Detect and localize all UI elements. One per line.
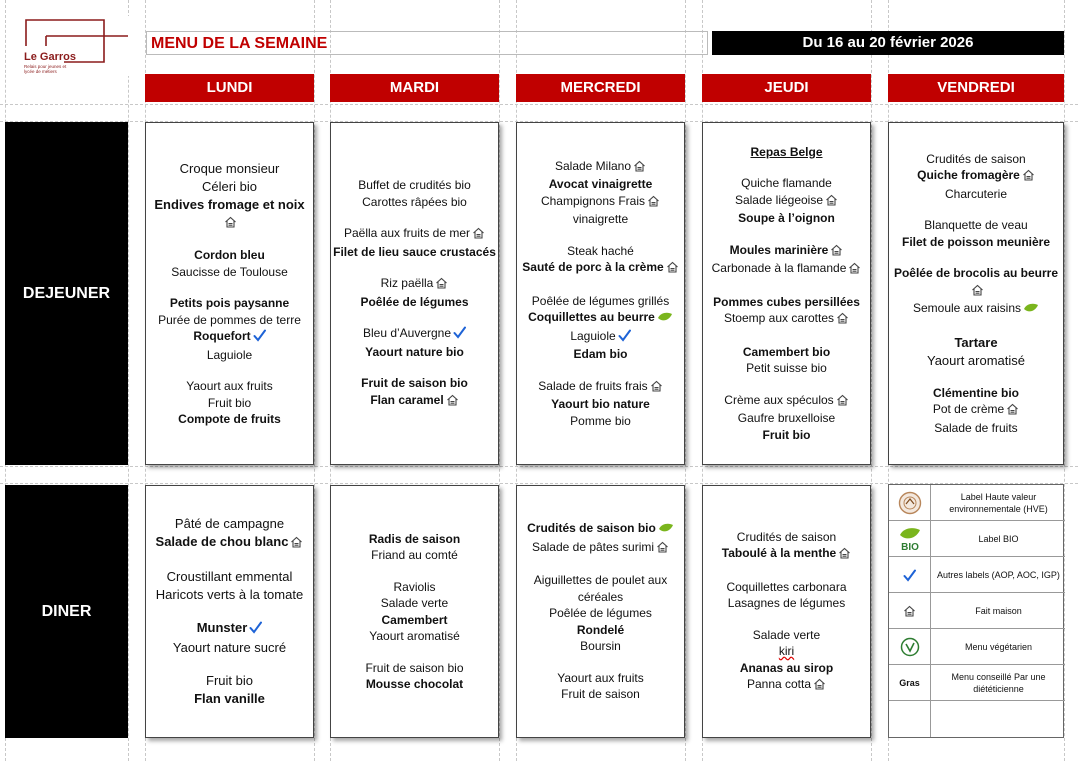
menu-item	[175, 515, 284, 533]
menu-item	[741, 175, 832, 192]
menu-item-text: Roquefort	[193, 329, 251, 343]
menu-item	[156, 586, 303, 604]
menu-item	[713, 294, 860, 311]
house-icon	[836, 312, 849, 329]
menu-item-text: Yaourt nature bio	[365, 344, 464, 359]
menu-item-text: Flan caramel	[370, 392, 444, 407]
menu-item-text: Rondelé	[576, 622, 625, 637]
menu-item	[206, 672, 253, 690]
logo-subtitle: Relais pour jeunes et lycée de métiers	[24, 64, 67, 74]
menu-item	[194, 247, 265, 264]
meal-label-dinner: DINER	[5, 485, 128, 738]
menu-item-text: céréales	[577, 589, 624, 604]
menu-item-text: Semoule aux raisins	[912, 301, 1022, 316]
menu-item	[735, 192, 838, 211]
menu-item	[532, 293, 669, 310]
meal-label-lunch: DEJEUNER	[5, 122, 128, 465]
menu-cell-lunch-lundi	[145, 122, 314, 465]
menu-item-text: Poêlée de légumes grillés	[531, 293, 670, 308]
menu-item-text: Crudités de saison bio	[527, 521, 656, 536]
menu-item-text: Taboulé à la menthe	[721, 546, 837, 560]
house-icon	[656, 541, 669, 558]
menu-item	[894, 265, 1058, 282]
legend-row	[889, 593, 1065, 629]
menu-item-text: Quiche flamande	[741, 176, 832, 191]
house-icon	[435, 277, 448, 294]
menu-item	[344, 225, 485, 244]
menu-item	[154, 196, 304, 214]
menu-item-text: Haricots verts à la tomate	[155, 587, 304, 602]
legend-row	[889, 701, 1065, 737]
day-header-lundi: LUNDI	[145, 74, 314, 102]
house-icon	[825, 194, 838, 211]
menu-item	[156, 533, 304, 553]
menu-item	[743, 344, 830, 361]
menu-item	[361, 375, 468, 392]
menu-cell-dinner-mardi	[330, 485, 499, 738]
menu-item-text: Coquillettes au beurre	[528, 310, 655, 325]
house-icon	[290, 535, 303, 553]
menu-item-text: Petits pois paysanne	[169, 296, 290, 310]
legend	[888, 484, 1064, 738]
menu-item-text: Fruit de saison bio	[365, 660, 464, 675]
bio-label-icon	[889, 521, 931, 557]
menu-item-text: Poêlée de légumes	[360, 294, 469, 309]
menu-item-text: Céleri bio	[202, 178, 257, 194]
menu-cell-dinner-mercredi	[516, 485, 685, 738]
menu-item-text: Poêlée de brocolis au beurre	[893, 266, 1059, 281]
menu-item-text: Poêlée de légumes	[549, 606, 652, 621]
menu-item-text: vinaigrette	[572, 212, 629, 227]
menu-item-text: Sauté de porc à la crème	[522, 260, 664, 275]
menu-item	[527, 520, 674, 539]
hve-icon	[889, 485, 931, 521]
menu-item-text: Camembert	[381, 612, 448, 627]
bio-leaf-icon	[657, 311, 673, 328]
menu-item-text: Fruit de saison bio	[361, 376, 468, 390]
menu-item	[570, 328, 630, 347]
menu-item-text: Munster	[196, 620, 248, 635]
menu-item-text: Pommes cubes persillées	[713, 294, 860, 309]
menu-item	[945, 186, 1007, 203]
menu-item-text: Paëlla aux fruits de mer	[343, 226, 471, 240]
menu-item-text: Fruit bio	[206, 673, 253, 688]
menu-item-text: Fruit de saison	[561, 687, 640, 702]
menu-item	[197, 619, 263, 639]
gridline	[128, 0, 129, 761]
legend-row	[889, 629, 1065, 665]
menu-item-text: Croustillant emmental	[166, 569, 293, 584]
menu-item	[370, 392, 458, 411]
legend-icon-empty	[889, 701, 931, 737]
menu-item-text: Flan vanille	[194, 691, 265, 706]
menu-item	[567, 243, 634, 260]
menu-item	[737, 529, 836, 546]
house-icon	[472, 227, 485, 244]
menu-item-text: Steak haché	[567, 243, 634, 258]
bio-leaf-icon	[658, 522, 674, 539]
menu-item-text: Salade de chou blanc	[155, 534, 289, 549]
menu-item	[578, 589, 623, 606]
menu-item-text: Riz paëlla	[380, 276, 434, 290]
logo-name: Le Garros	[24, 51, 76, 63]
menu-item-text: Yaourt aromatisé	[369, 629, 460, 643]
menu-item-text: Radis de saison	[368, 531, 461, 546]
day-header-vendredi: VENDREDI	[888, 74, 1064, 102]
day-header-mardi: MARDI	[330, 74, 499, 102]
menu-item-text: Champignons Frais	[540, 193, 646, 208]
menu-item-text: Crudités de saison	[736, 529, 837, 544]
menu-item	[358, 177, 471, 194]
menu-cell-lunch-vendredi	[888, 122, 1064, 465]
menu-item-text: Yaourt bio nature	[551, 397, 650, 412]
menu-item-text: Camembert bio	[742, 344, 831, 359]
menu-item	[194, 690, 265, 708]
menu-item	[202, 178, 257, 196]
menu-item-text: Moules marinière	[729, 242, 829, 257]
menu-item-text: Petit suisse bio	[746, 361, 827, 376]
legend-text: Label BIO	[978, 534, 1019, 544]
menu-item-text: Friand au comté	[371, 548, 458, 562]
menu-item-text: kiri	[778, 644, 795, 658]
house-icon	[830, 244, 843, 261]
menu-item	[538, 378, 662, 397]
menu-item	[208, 395, 251, 412]
menu-item-text: Pot de crème	[932, 402, 1005, 417]
menu-item	[365, 660, 463, 677]
menu-item-text: Filet de lieu sauce crustacés	[333, 244, 496, 259]
menu-item	[369, 628, 460, 645]
menu-item	[549, 176, 653, 193]
menu-item-text: Salade de fruits frais	[538, 378, 648, 393]
menu-item	[557, 670, 643, 687]
menu-item	[528, 309, 673, 328]
menu-cell-dinner-jeudi	[702, 485, 871, 738]
day-header-mercredi: MERCREDI	[516, 74, 685, 102]
menu-item	[753, 627, 820, 644]
menu-item-text: Blanquette de veau	[924, 218, 1028, 233]
menu-item-text: Endives fromage et noix	[154, 196, 305, 212]
menu-item	[577, 622, 624, 639]
menu-item	[541, 193, 660, 212]
menu-item	[724, 392, 848, 411]
menu-item	[551, 396, 650, 413]
menu-item-text: Boursin	[580, 639, 621, 654]
menu-item	[740, 660, 833, 677]
menu-item	[580, 638, 621, 655]
legend-text: Fait maison	[975, 606, 1022, 616]
title-box	[146, 31, 708, 55]
menu-item-text: Charcuterie	[944, 186, 1008, 201]
legend-row	[889, 485, 1065, 521]
menu-item	[724, 310, 849, 329]
menu-item	[170, 295, 289, 312]
legend-text: Autres labels (AOP, AOC, IGP)	[937, 570, 1060, 580]
menu-item-text: Clémentine bio	[932, 385, 1019, 400]
menu-item	[207, 347, 252, 364]
menu-item	[186, 378, 272, 395]
gridline	[871, 0, 872, 761]
menu-item-text: Laguiole	[570, 328, 616, 343]
gras-text: Gras	[889, 665, 931, 701]
check-icon	[618, 329, 631, 347]
menu-item	[902, 234, 1050, 251]
menu-item-text: Salade Milano	[554, 158, 632, 173]
menu-item-text: Pomme bio	[570, 413, 631, 428]
menu-item-text: Salade verte	[380, 596, 449, 610]
legend-text	[932, 701, 1065, 737]
menu-item-text: Coquillettes carbonara	[726, 579, 847, 594]
menu-item	[969, 282, 984, 301]
menu-item-text: Salade de fruits	[934, 420, 1018, 435]
house-icon	[889, 593, 931, 629]
house-icon	[813, 678, 826, 695]
menu-item	[712, 260, 862, 279]
legend-text: Label Haute valeur environnementale (HVE)	[949, 492, 1048, 514]
menu-item	[366, 676, 463, 693]
menu-item	[917, 167, 1035, 186]
house-icon	[971, 284, 984, 301]
menu-item	[927, 352, 1025, 370]
vegetarian-icon	[889, 629, 931, 665]
menu-cell-lunch-mercredi	[516, 122, 685, 465]
menu-item	[933, 385, 1019, 402]
menu-item	[924, 217, 1027, 234]
menu-item	[779, 643, 794, 660]
menu-item-text: Salade verte	[752, 627, 821, 642]
menu-item	[726, 579, 846, 596]
menu-item	[171, 264, 288, 281]
menu-item	[381, 612, 447, 629]
menu-item	[173, 639, 286, 657]
menu-item	[926, 151, 1025, 168]
menu-item	[167, 568, 293, 586]
menu-item-text: Filet de poisson meunière	[901, 234, 1051, 249]
menu-item	[393, 579, 435, 596]
menu-item	[381, 595, 448, 612]
menu-item	[747, 676, 826, 695]
menu-item	[934, 420, 1017, 437]
menu-item	[738, 410, 835, 427]
menu-item	[180, 160, 280, 178]
menu-item	[730, 242, 844, 261]
menu-item	[365, 344, 464, 361]
menu-item	[158, 312, 301, 329]
menu-item-text: Stoemp aux carottes	[723, 311, 835, 326]
legend-row	[889, 557, 1065, 593]
gridline	[499, 0, 500, 761]
house-icon	[647, 195, 660, 212]
menu-item	[222, 214, 237, 233]
menu-item	[746, 360, 827, 377]
menu-item-text: Croque monsieur	[179, 160, 280, 176]
menu-item-text: Avocat vinaigrette	[548, 177, 653, 192]
menu-item	[381, 275, 449, 294]
menu-item	[750, 144, 822, 161]
house-icon	[836, 394, 849, 411]
house-icon	[633, 160, 646, 177]
gridline	[685, 0, 686, 761]
menu-item-text: Repas Belge	[750, 144, 823, 159]
menu-item-text: Laguiole	[206, 347, 253, 362]
menu-cell-lunch-jeudi	[702, 122, 871, 465]
menu-item	[534, 572, 667, 589]
menu-item	[561, 686, 640, 703]
menu-item	[360, 294, 468, 311]
menu-item-text: Ananas au sirop	[739, 660, 834, 675]
menu-item	[933, 401, 1019, 420]
menu-item-text: Gaufre bruxelloise	[737, 411, 836, 426]
menu-cell-lunch-mardi	[330, 122, 499, 465]
menu-item-text: Cordon bleu	[194, 248, 265, 262]
menu-item-text: Salade liégeoise	[734, 192, 824, 207]
menu-item	[522, 259, 678, 278]
page-title: MENU DE LA SEMAINE	[151, 35, 328, 52]
menu-item-text: Carottes râpées bio	[362, 194, 467, 209]
menu-item	[573, 211, 628, 228]
menu-item	[555, 158, 646, 177]
check-icon	[253, 329, 266, 347]
house-icon	[666, 261, 679, 278]
logo	[16, 16, 130, 76]
date-range: Du 16 au 20 février 2026	[712, 31, 1064, 55]
menu-item	[532, 539, 669, 558]
menu-item	[913, 300, 1039, 319]
house-icon	[446, 394, 459, 411]
menu-item	[333, 244, 496, 261]
menu-item-text: Buffet de crudités bio	[358, 178, 471, 192]
menu-item	[371, 547, 458, 564]
house-icon	[1022, 169, 1035, 186]
menu-item-text: Lasagnes de légumes	[727, 596, 846, 610]
menu-item-text: Purée de pommes de terre	[158, 312, 301, 327]
legend-text: Menu végétarien	[964, 642, 1033, 652]
menu-item-text: Edam bio	[573, 347, 628, 362]
menu-item-text: Crudités de saison	[926, 151, 1026, 166]
menu-item-text: Crème aux spéculos	[724, 392, 834, 407]
bio-leaf-icon	[1023, 302, 1039, 319]
gridline	[314, 0, 315, 761]
house-icon	[650, 380, 663, 397]
menu-item-text: Raviolis	[393, 579, 436, 594]
menu-item-text: Quiche fromagère	[917, 168, 1020, 183]
menu-item-text: Yaourt aux fruits	[557, 670, 644, 685]
menu-item-text: Yaourt nature sucré	[172, 640, 287, 655]
legend-text: Menu conseillé Par une diététicienne	[951, 672, 1046, 694]
day-header-jeudi: JEUDI	[702, 74, 871, 102]
menu-item	[763, 427, 811, 444]
menu-item-text: Saucisse de Toulouse	[171, 264, 288, 279]
menu-item	[573, 346, 627, 363]
menu-item-text: Aiguillettes de poulet aux	[533, 573, 668, 588]
menu-item-text: Fruit bio	[762, 427, 811, 442]
menu-item-text: Tartare	[954, 334, 998, 350]
house-icon	[1006, 403, 1019, 420]
house-icon	[224, 216, 237, 233]
menu-item	[178, 411, 281, 428]
menu-item-text: Yaourt aromatisé	[926, 352, 1026, 368]
menu-cell-dinner-lundi	[145, 485, 314, 738]
legend-row	[889, 521, 1065, 557]
check-icon	[249, 621, 262, 639]
menu-item	[722, 545, 851, 564]
menu-item	[363, 325, 466, 344]
menu-item-text: Panna cotta	[746, 677, 812, 691]
gridline	[0, 104, 1078, 105]
menu-item	[570, 413, 631, 430]
menu-item-text: Mousse chocolat	[365, 677, 464, 691]
menu-item-text: Bleu d’Auvergne	[362, 326, 452, 340]
menu-item-text: Soupe à l’oignon	[738, 211, 835, 226]
house-icon	[848, 262, 861, 279]
house-icon	[838, 547, 851, 564]
legend-row	[889, 665, 1065, 701]
menu-item-text: Compote de fruits	[178, 412, 281, 426]
menu-item	[728, 595, 845, 612]
menu-item	[954, 334, 997, 352]
menu-item-text: Carbonade à la flamande	[711, 261, 847, 276]
menu-item	[369, 531, 460, 548]
menu-item-text: Pâté de campagne	[174, 516, 285, 531]
menu-item-text: Yaourt aux fruits	[186, 379, 273, 393]
check-icon	[889, 557, 931, 593]
menu-item	[549, 605, 652, 622]
menu-item	[362, 194, 467, 211]
menu-item	[193, 328, 265, 347]
menu-item-text: Fruit bio	[207, 395, 252, 410]
svg-text:BIO: BIO	[900, 542, 919, 552]
menu-item-text: Salade de pâtes surimi	[531, 539, 655, 554]
gridline	[0, 466, 1078, 467]
check-icon	[453, 326, 466, 344]
menu-item	[738, 210, 835, 227]
